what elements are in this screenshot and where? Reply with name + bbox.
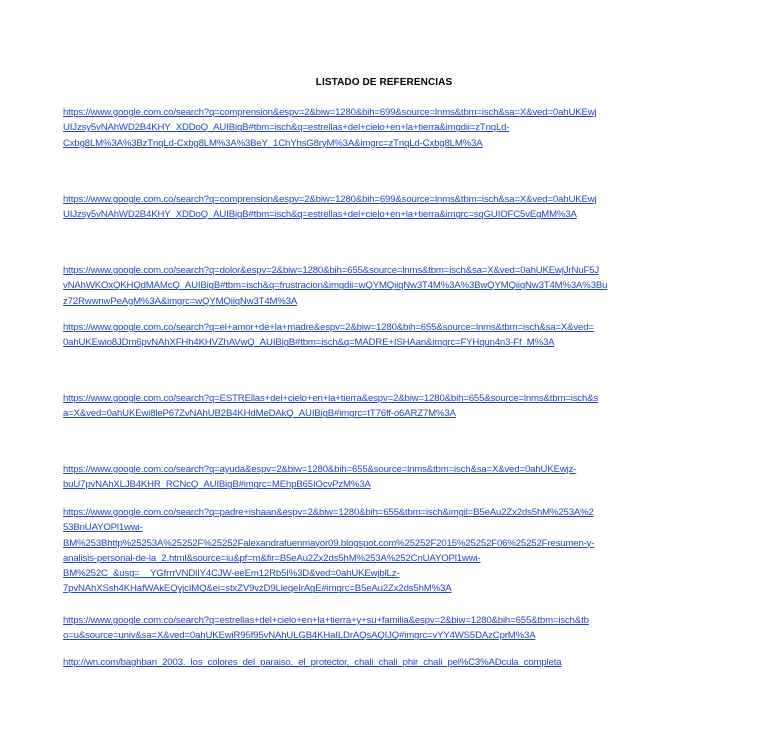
reference-link-5[interactable]: https://www.google.com.co/search?q=ESTREllas+del+cielo+en+la+tierra&espv=2&biw=1280&bih=655&source=lnms&tbm=isch&s a=X&ved=0ahUKEwi8leP67ZvNAhUB2B4KHdMeDAkQ_AUIBigB#imgrc=tT76ff-o6ARZ7M%3A xyxy=(63,393,599,420)
reference-link-9[interactable]: http://wn.com/baghban_2003._los_colores_del_paraiso,_el_protector,_chali_chali_phir_chali_pel%C3%ADcula_completa xyxy=(63,657,562,668)
reference-link-7[interactable]: https://www.google.com.co/search?q=padre+ishaan&espv=2&biw=1280&bih=655&tbm=isch&imgil=B5eAu2Zx2ds5hM%253A%2 53BnUAYOPl1wwi- BM%253Bhttp%25253A%25252F%25252Falexandrafuenmayor09.blogspot.com%25252F2015%25252F06%25252Fresumen-y- analisis-personal-de-la_2.html&source=iu&pf=m&fir=B5eAu2Zx2ds5hM%253A%252CnUAYOPl1wwi- BM%252C_&usg=__YGfrrrVNDlIY4CJW-eeEm12Rb5I%3D&ved=0ahUKEwjblLz- 7pvNAhXSsh4KHafWAkEQyjcIMQ&ei=stxZV9vzD9LleqeIrAgE#imgrc=B5eAu2Zx2ds5hM%3A xyxy=(63,507,595,595)
reference-link-3[interactable]: https://www.google.com.co/search?q=dolor&espv=2&biw=1280&bih=655&source=lnms&tbm=isch&sa=X&ved=0ahUKEwjJrNuF5J vNAhWKOxQKHQdMAMcQ_AUIBigB#tbm=isch&q=frustracion&imgdii=wQYMQiiqNw3T4M%3A%3BwQYMQiiqNw3T4M%3A%3Bu z72RwwnwPeAgM%3A&imgrc=wQYMQiiqNw3T4M%3A xyxy=(63,265,608,307)
reference-link-4[interactable]: https://www.google.com.co/search?q=el+amor+de+la+madre&espv=2&biw=1280&bih=655&source=lnms&tbm=isch&sa=X&ved= 0ahUKEwio8JDm6pvNAhXFHh4KHVZhAVwQ_AUIBigB#tbm=isch&q=MADRE+ISHAan&imgrc=FYHqun4n3-Ff_M%3A xyxy=(63,322,594,349)
page-title: LISTADO DE REFERENCIAS xyxy=(315,77,453,88)
reference-link-1[interactable]: https://www.google.com.co/search?q=comprension&espv=2&biw=1280&bih=699&source=lnms&tbm=isch&sa=X&ved=0ahUKEwj UIJzsy5vNAhWD2B4KHY_XDDoQ_AUIBigB#tbm=isch&q=estrellas+del+cielo+en+la+tierra&imgdii=zTnqLd- Cxbg8LM%3A%3BzTnqLd-Cxbg8LM%3A%3BeY_1ChYhsG8ryM%3A&imgrc=zTnqLd-Cxbg8LM%3A xyxy=(63,107,597,149)
reference-link-2[interactable]: https://www.google.com.co/search?q=comprension&espv=2&biw=1280&bih=699&source=lnms&tbm=isch&sa=X&ved=0ahUKEwj UIJzsy5vNAhWD2B4KHY_XDDoQ_AUIBigB#tbm=isch&q=estrellas+del+cielo+en+la+tierra&imgrc=sqGUIOFC5vEgMM%3A xyxy=(63,194,597,221)
reference-link-8[interactable]: https://www.google.com.co/search?q=estrellas+del+cielo+en+la+tierra+y+su+familia&espv=2&biw=1280&bih=655&tbm=isch&tb o=u&source=univ&sa=X&ved=0ahUKEwiR95f95vNAhULGB4KHaILDrAQsAQIJQ#imgrc=vYY4WS5DAzCprM%3A xyxy=(63,615,589,642)
reference-link-6[interactable]: https://www.google.com.co/search?q=ayuda&espv=2&biw=1280&bih=655&source=lnms&tbm=isch&sa=X&ved=0ahUKEwjz- buU7pvNAhXLJB4KHR_RCNcQ_AUIBigB#imgrc=MEhpB65IOcvPzM%3A xyxy=(63,464,577,491)
